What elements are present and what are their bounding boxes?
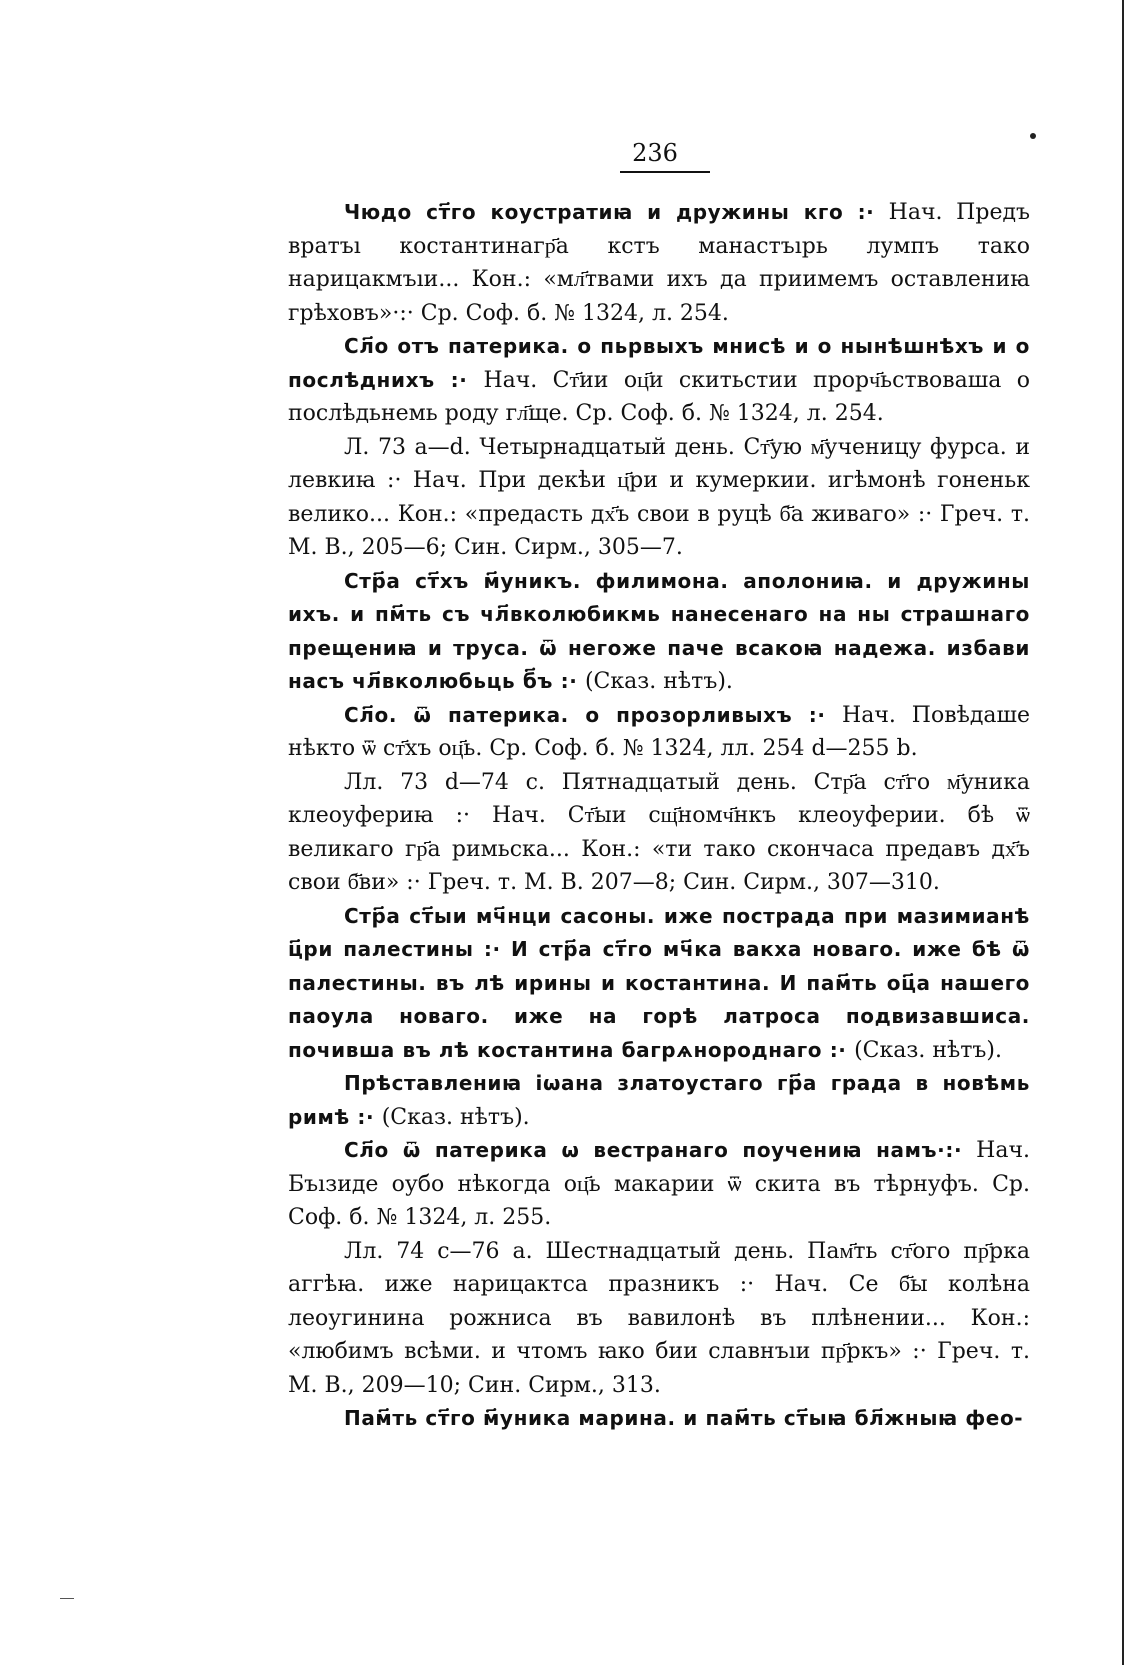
- entry-slavonic: Прѣставлениꙗ iѡана златоустаго гр҃а града в новѣмь римѣ :·: [288, 1071, 1030, 1129]
- page-number-rule: [620, 171, 710, 173]
- entry-slavonic: Стр҃а ст҃хъ м҃уникъ. филимона. аполониꙗ. и дружины ихъ. и пм҃ть съ чл҃вколюбикмь нанесенаго на ны страшнаго прещениꙗ и труса. ѿ негоже паче всакоꙗ надежа. избави насъ чл҃вколюбьць б҃ъ :·: [288, 568, 1030, 693]
- margin-tick: [60, 1598, 74, 1599]
- entry-text: Нач. Ст҃ии оц҃и скитьстии прорч҃ьствоваша о послѣдьнемь роду гл҃ще. Ср. Соф. б. № 1324, л. 254.: [288, 367, 1030, 426]
- scan-speck: [1030, 133, 1036, 139]
- entry: [288, 1134, 1030, 1235]
- entry-text: Л. 73 a—d. Четырнадцатый день. Ст҃ую м҃ученицу фурса. и левкиꙗ :· Нач. При декѣи ц҃ри и кумеркии. игѣмонѣ гоненьк велико... Кон.: «предасть дх҃ъ свои в руцѣ б҃а живаго» :· Греч. т. М. В., 205—6; Син. Сирм., 305—7.: [288, 434, 1030, 560]
- entry: [288, 1402, 1030, 1436]
- entry: [288, 565, 1030, 699]
- entry-text: Лл. 74 c—76 a. Шестнадцатый день. Пам҃ть ст҃ого пр҃рка аггѣꙗ. иже нарицактса празникъ :· Нач. Се б҃ы колѣна леоугинина рожниса въ вавилонѣ въ плѣнении... Кон.: «любимъ всѣми. и чтомъ ꙗко бии славнъıи пр҃ркъ» :· Греч. т. М. В., 209—10; Син. Сирм., 313.: [288, 1238, 1030, 1398]
- entry-slavonic: Чюдо ст҃го коустратиꙗ и дружины кго :·: [344, 200, 889, 224]
- entry: [288, 699, 1030, 766]
- entry-slavonic: Сл҃о ѿ патерика ѡ вестранаго поучениꙗ намъ·:·: [344, 1138, 977, 1162]
- entry-text: Нач. Бъıзиде оубо нѣкогда оц҃ь макарии ѿ скита въ тѣрнуфъ. Ср. Соф. б. № 1324, л. 255.: [288, 1138, 1030, 1230]
- page-number: 236: [632, 139, 678, 167]
- entry-text: Лл. 73 d—74 c. Пятнадцатый день. Стр҃а ст҃го м҃уника клеоуфериꙗ :· Нач. Ст҃ыи сщ҃номч҃нкъ клеоуферии. бѣ ѿ великаго гр҃а римьска... Кон.: «ти тако скончаса предавъ дх҃ъ свои б҃ви» :· Греч. т. М. В. 207—8; Син. Сирм., 307—310.: [288, 769, 1030, 895]
- entry-text: (Сказ. нѣтъ).: [854, 1037, 1003, 1063]
- entry-text: Нач. Предъ вратъı костантинагр҃а кстъ манастъıрь лумпъ тако нарицакмъıи... Кон.: «мл҃твами ихъ да приимемъ оставлениꙗ грѣховъ»·:· Ср. Соф. б. № 1324, л. 254.: [288, 200, 1030, 326]
- entry: [288, 431, 1030, 565]
- entry: [288, 1235, 1030, 1403]
- text-block: [288, 196, 1030, 1436]
- entry-text: Нач. Повѣдаше нѣкто ѿ ст҃хъ оц҃ь. Ср. Соф. б. № 1324, лл. 254 d—255 b.: [288, 702, 1030, 761]
- entry: [288, 196, 1030, 330]
- entry-slavonic: Сл҃о отъ патерика. о пьрвыхъ мнисѣ и о нынѣшнѣхъ и о послѣднихъ :·: [288, 334, 1030, 392]
- entry: [288, 900, 1030, 1068]
- entry-text: (Сказ. нѣтъ).: [381, 1104, 530, 1130]
- entry-slavonic: Стр҃а ст҃ыи мч҃нци сасоны. иже пострада при мазимианѣ ц҃ри палестины :· И стр҃а ст҃го мч҃ка вакха новаго. иже бѣ ѿ палестины. въ лѣ ирины и костантина. И пам҃ть оц҃а нашего паоула новаго. иже на горѣ латроса подвизавшиса. почивша въ лѣ костантина багрѧнороднаго :·: [288, 903, 1030, 1062]
- entry-slavonic: Сл҃о. ѿ патерика. о прозорливыхъ :·: [344, 702, 843, 727]
- page-edge-line: [1122, 0, 1124, 1665]
- entry: [288, 330, 1030, 431]
- entry: [288, 1067, 1030, 1134]
- entry: [288, 766, 1030, 900]
- entry-slavonic: Пам҃ть ст҃го м҃уника марина. и пам҃ть ст҃ыꙗ бл҃жныꙗ фео-: [344, 1406, 1024, 1430]
- entry-text: (Сказ. нѣтъ).: [584, 669, 733, 694]
